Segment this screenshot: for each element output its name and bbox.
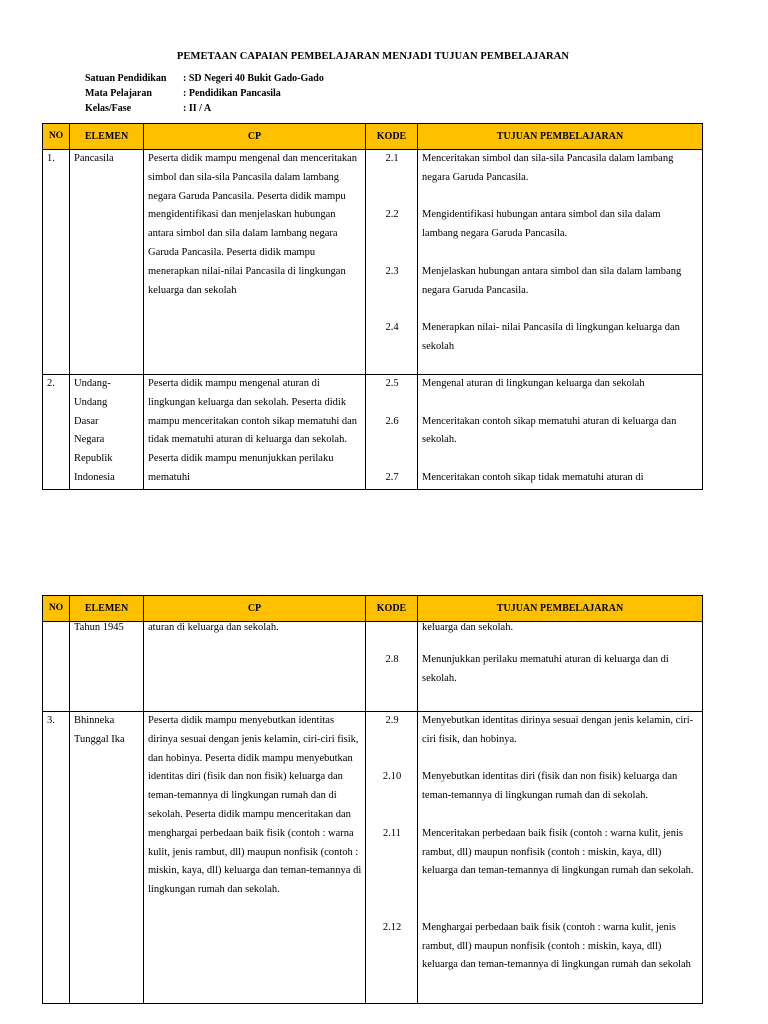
table-row [43, 622, 703, 712]
kode-value: 2.9 [385, 715, 399, 726]
tujuan-item: Menerapkan nilai- nilai Pancasila di lingkungan keluarga dan sekolah [422, 322, 680, 352]
row-no [43, 622, 70, 712]
mapping-table-page-1 [42, 123, 703, 490]
row-elemen: Pancasila [70, 150, 144, 375]
meta-label: Kelas/Fase [85, 103, 132, 115]
kode-value: 2.3 [385, 265, 399, 277]
row-cp: Peserta didik mampu mengenal dan menceritakan simbol dan sila-sila Pancasila dalam lambang negara Garuda Pancasila. Peserta didik mampu mengidentifikasi dan menjelaskan hubungan antara simbol dan sila dalam lambang negara Garuda Pancasila. Peserta didik mampu menerapkan nilai-nilai Pancasila di lingkungan keluarga dan sekolah [144, 150, 366, 375]
meta-label: Satuan Pendidikan [85, 73, 167, 84]
row-no: 3. [43, 712, 70, 1004]
row-no: 1. [43, 150, 70, 375]
header-tujuan: TUJUAN PEMBELAJARAN [418, 596, 703, 622]
kode-value: 2.11 [383, 827, 401, 839]
tujuan-item: Menyebutkan identitas dirinya sesuai dengan jenis kelamin, ciri-ciri fisik, dan hobinya. [422, 715, 694, 745]
kode-value [370, 622, 414, 651]
meta-satuan-pendidikan [85, 71, 324, 86]
header-elemen: ELEMEN [70, 596, 144, 622]
document-title: PEMETAAN CAPAIAN PEMBELAJARAN MENJADI TUJUAN PEMBELAJARAN [176, 51, 570, 62]
tujuan-item: Menghargai perbedaan baik fisik (contoh : warna kulit, jenis rambut, dll) maupun nonfisik (contoh : miskin, kaya, dll) keluarga dan teman-temannya di lingkungan rumah dan sekolah [422, 921, 691, 971]
kode-value: 2.8 [385, 654, 399, 665]
meta-value: : II / A [183, 103, 212, 115]
document-meta [85, 71, 324, 117]
header-cp: CP [144, 124, 366, 150]
row-tujuan-cell [418, 150, 703, 375]
row-kode-cell [366, 712, 418, 1004]
header-tujuan: TUJUAN PEMBELAJARAN [418, 124, 703, 150]
meta-kelas-fase [85, 101, 324, 116]
tujuan-item: Menunjukkan perilaku mematuhi aturan di keluarga dan di sekolah. [422, 654, 669, 684]
row-elemen: Undang-Undang Dasar Negara Republik Indonesia [70, 375, 144, 490]
row-cp: aturan di keluarga dan sekolah. [144, 622, 366, 712]
tujuan-item: Menceritakan simbol dan sila-sila Pancasila dalam lambang negara Garuda Pancasila. [422, 153, 674, 183]
header-kode: KODE [366, 124, 418, 150]
kode-value: 2.4 [385, 322, 399, 334]
table-row [43, 375, 703, 490]
table-row [43, 150, 703, 375]
tujuan-item: Mengenal aturan di lingkungan keluarga dan sekolah [422, 378, 645, 389]
row-kode-cell [366, 622, 418, 712]
meta-mata-pelajaran [85, 86, 324, 101]
kode-value: 2.6 [385, 415, 399, 427]
row-tujuan-cell [418, 712, 703, 1004]
tujuan-item: Menjelaskan hubungan antara simbol dan sila dalam lambang negara Garuda Pancasila. [422, 265, 682, 296]
row-tujuan-cell [418, 375, 703, 490]
tujuan-item: Menyebutkan identitas diri (fisik dan non fisik) keluarga dan teman-temannya di lingkungan rumah dan di sekolah. [422, 771, 678, 802]
row-no: 2. [43, 375, 70, 490]
header-kode: KODE [366, 596, 418, 622]
header-elemen: ELEMEN [70, 124, 144, 150]
meta-value: : SD Negeri 40 Bukit Gado-Gado [183, 73, 324, 84]
mapping-table-page-2 [42, 595, 703, 1004]
kode-value: 2.7 [385, 471, 399, 483]
row-elemen: Bhinneka Tunggal Ika [70, 712, 144, 1004]
table-header-row [43, 596, 703, 622]
header-no: NO [43, 124, 70, 150]
row-cp: Peserta didik mampu mengenal aturan di lingkungan keluarga dan sekolah. Peserta didik mampu menceritakan contoh sikap mematuhi dan tidak mematuhi aturan di keluarga dan sekolah. Peserta didik mampu menunjukkan perilaku mematuhi [144, 375, 366, 490]
row-cp: Peserta didik mampu menyebutkan identitas dirinya sesuai dengan jenis kelamin, ciri-ciri fisik, dan hobinya. Peserta didik mampu menyebutkan identitas diri (fisik dan non fisik) keluarga dan teman-temannya di lingkungan rumah dan di sekolah. Peserta didik mampu menceritakan dan menghargai perbedaan baik fisik (contoh : warna kulit, jenis rambut, dll) maupun nonfisik (contoh : miskin, kaya, dll) keluarga dan teman-temannya di lingkungan rumah dan sekolah. [144, 712, 366, 1004]
kode-value: 2.2 [385, 209, 399, 221]
tujuan-item: Mengidentifikasi hubungan antara simbol dan sila dalam lambang negara Garuda Pancasila. [422, 209, 661, 240]
tujuan-item: keluarga dan sekolah. [422, 622, 514, 633]
meta-label: Mata Pelajaran [85, 88, 152, 100]
row-tujuan-cell [418, 622, 703, 712]
row-elemen: Tahun 1945 [70, 622, 144, 712]
kode-value: 2.10 [382, 771, 402, 783]
tujuan-item: Menceritakan perbedaan baik fisik (contoh : warna kulit, jenis rambut, dll) maupun nonfisik (contoh : miskin, kaya, dll) keluarga dan teman-temannya di lingkungan rumah dan sekolah. [422, 827, 694, 877]
row-kode-cell [366, 375, 418, 490]
header-no: NO [43, 596, 70, 622]
meta-value: : Pendidikan Pancasila [183, 88, 281, 100]
kode-value: 2.1 [385, 153, 399, 164]
tujuan-item: Menceritakan contoh sikap tidak mematuhi aturan di [422, 471, 644, 483]
row-kode-cell [366, 150, 418, 375]
tujuan-item: Menceritakan contoh sikap mematuhi aturan di keluarga dan sekolah. [422, 415, 677, 446]
table-row [43, 712, 703, 1004]
kode-value: 2.5 [385, 378, 399, 389]
table-header-row [43, 124, 703, 150]
header-cp: CP [144, 596, 366, 622]
kode-value: 2.12 [382, 921, 402, 933]
